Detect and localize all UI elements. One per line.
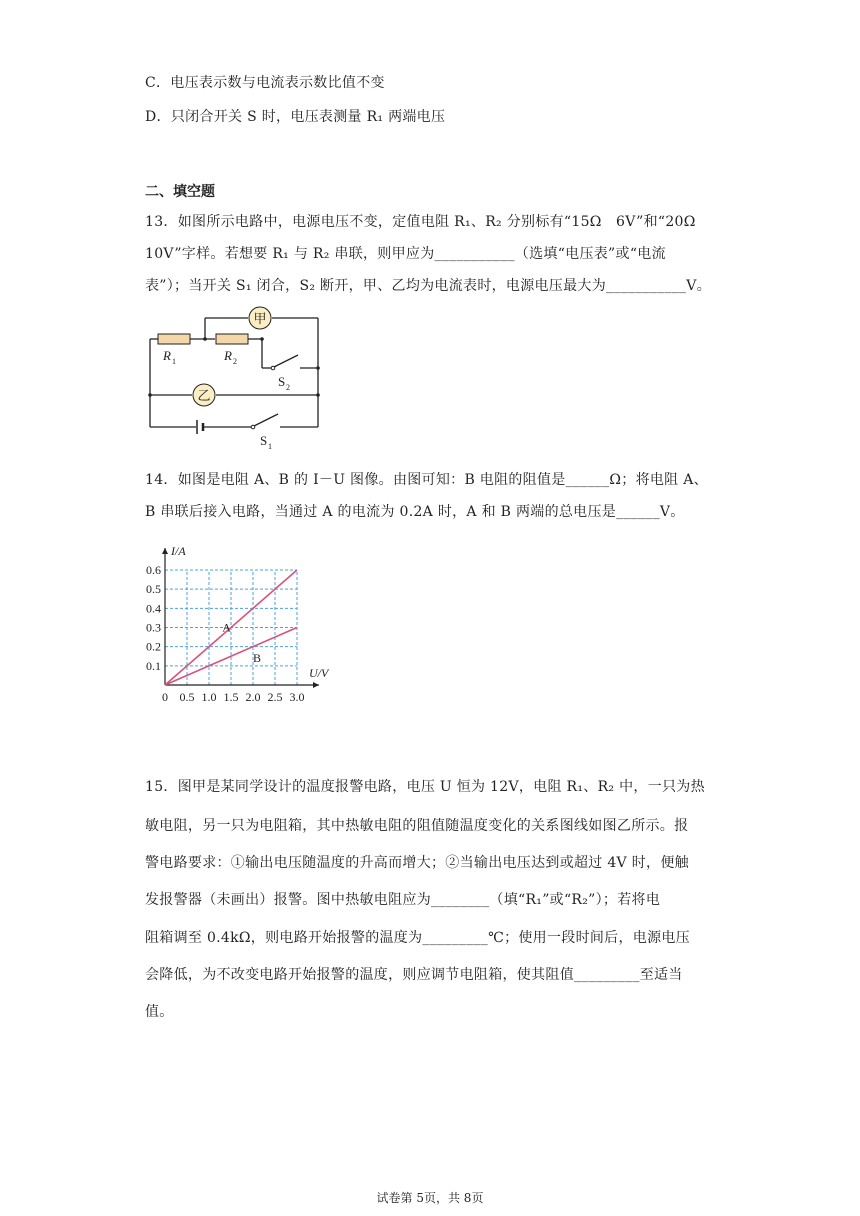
x-tick-label: 1.5 [223, 690, 239, 704]
y-axis-label: I/A [171, 544, 186, 558]
series-label-B: B [253, 651, 262, 665]
y-tick-label: 0.4 [146, 601, 161, 616]
iu-chart [140, 527, 340, 727]
resistor-r1 [158, 334, 190, 344]
x-tick-label: 3.0 [289, 690, 305, 704]
x-tick-label: 0.5 [179, 690, 195, 704]
y-tick-label: 0.1 [146, 658, 161, 673]
y-tick-label: 0.6 [146, 563, 161, 577]
label-s2-sub: 2 [286, 383, 290, 392]
q15-line-1: 15．图甲是某同学设计的温度报警电路，电压 U 恒为 12V，电阻 R₁、R₂ 中，一只为热 [145, 779, 705, 795]
option-d: D．只闭合开关 S 时，电压表测量 R₁ 两端电压 [145, 109, 446, 125]
q15-line-5: 阻箱调至 0.4kΩ，则电路开始报警的温度为_________℃；使用一段时间后，电源电压 [145, 930, 690, 946]
label-r1-sub: 1 [172, 357, 176, 366]
q14-line-2: B 串联后接入电路，当通过 A 的电流为 0.2A 时，A 和 B 两端的总电压是______V。 [145, 504, 685, 520]
label-s1-sub: 1 [268, 442, 272, 451]
q15-line-2: 敏电阻，另一只为电阻箱，其中热敏电阻的阻值随温度变化的关系图线如图乙所示。报 [145, 818, 689, 834]
circuit-diagram [140, 302, 330, 457]
q15-line-4: 发报警器（未画出）报警。图中热敏电阻应为________（填“R₁”或“R₂”）；若将电 [145, 892, 661, 908]
q15-line-6: 会降低，为不改变电路开始报警的温度，则应调节电阻箱，使其阻值_________至适当 [145, 967, 683, 983]
label-r1: R [163, 348, 171, 363]
q13-line-2: 10V”字样。若想要 R₁ 与 R₂ 串联，则甲应为___________（选填“电压表”或“电流 [145, 246, 666, 262]
q13-line-1: 13．如图所示电路中，电源电压不变，定值电阻 R₁、R₂ 分别标有“15Ω 6V”和“20Ω [145, 214, 696, 230]
x-axis-arrow [313, 682, 319, 688]
label-r2: R [224, 348, 232, 363]
label-r2-sub: 2 [233, 357, 237, 366]
q14-line-1: 14．如图是电阻 A、B 的 I－U 图像。由图可知：B 电阻的阻值是______Ω；将电阻 A、 [145, 472, 708, 488]
section-heading: 二、填空题 [145, 184, 215, 200]
x-tick-label: 2.5 [267, 690, 283, 704]
y-axis-arrow [162, 548, 168, 554]
x-axis-label: U/V [309, 666, 329, 680]
q15-line-3: 警电路要求：①输出电压随温度的升高而增大；②当输出电压达到或超过 4V 时，便触 [145, 855, 689, 871]
series-label-A: A [222, 620, 231, 635]
label-s1: S [260, 433, 268, 448]
option-c: C．电压表示数与电流表示数比值不变 [145, 75, 385, 91]
resistor-r2 [216, 334, 248, 344]
q13-line-3: 表”）；当开关 S₁ 闭合，S₂ 断开，甲、乙均为电流表时，电源电压最大为___________V。 [145, 278, 712, 294]
label-s2: S [278, 374, 286, 389]
y-tick-label: 0.3 [146, 620, 161, 635]
q15-line-7: 值。 [145, 1004, 174, 1020]
series-line-B [165, 628, 297, 686]
meter-yi-label: 乙 [197, 388, 211, 403]
x-tick-label: 1.0 [201, 690, 217, 704]
x-tick-label: 0 [162, 690, 168, 704]
page-footer: 试卷第 5页，共 8页 [376, 1191, 484, 1205]
x-tick-label: 2.0 [245, 690, 261, 704]
y-tick-label: 0.5 [146, 582, 161, 597]
y-tick-label: 0.2 [146, 639, 161, 654]
meter-jia-label: 甲 [253, 311, 267, 326]
